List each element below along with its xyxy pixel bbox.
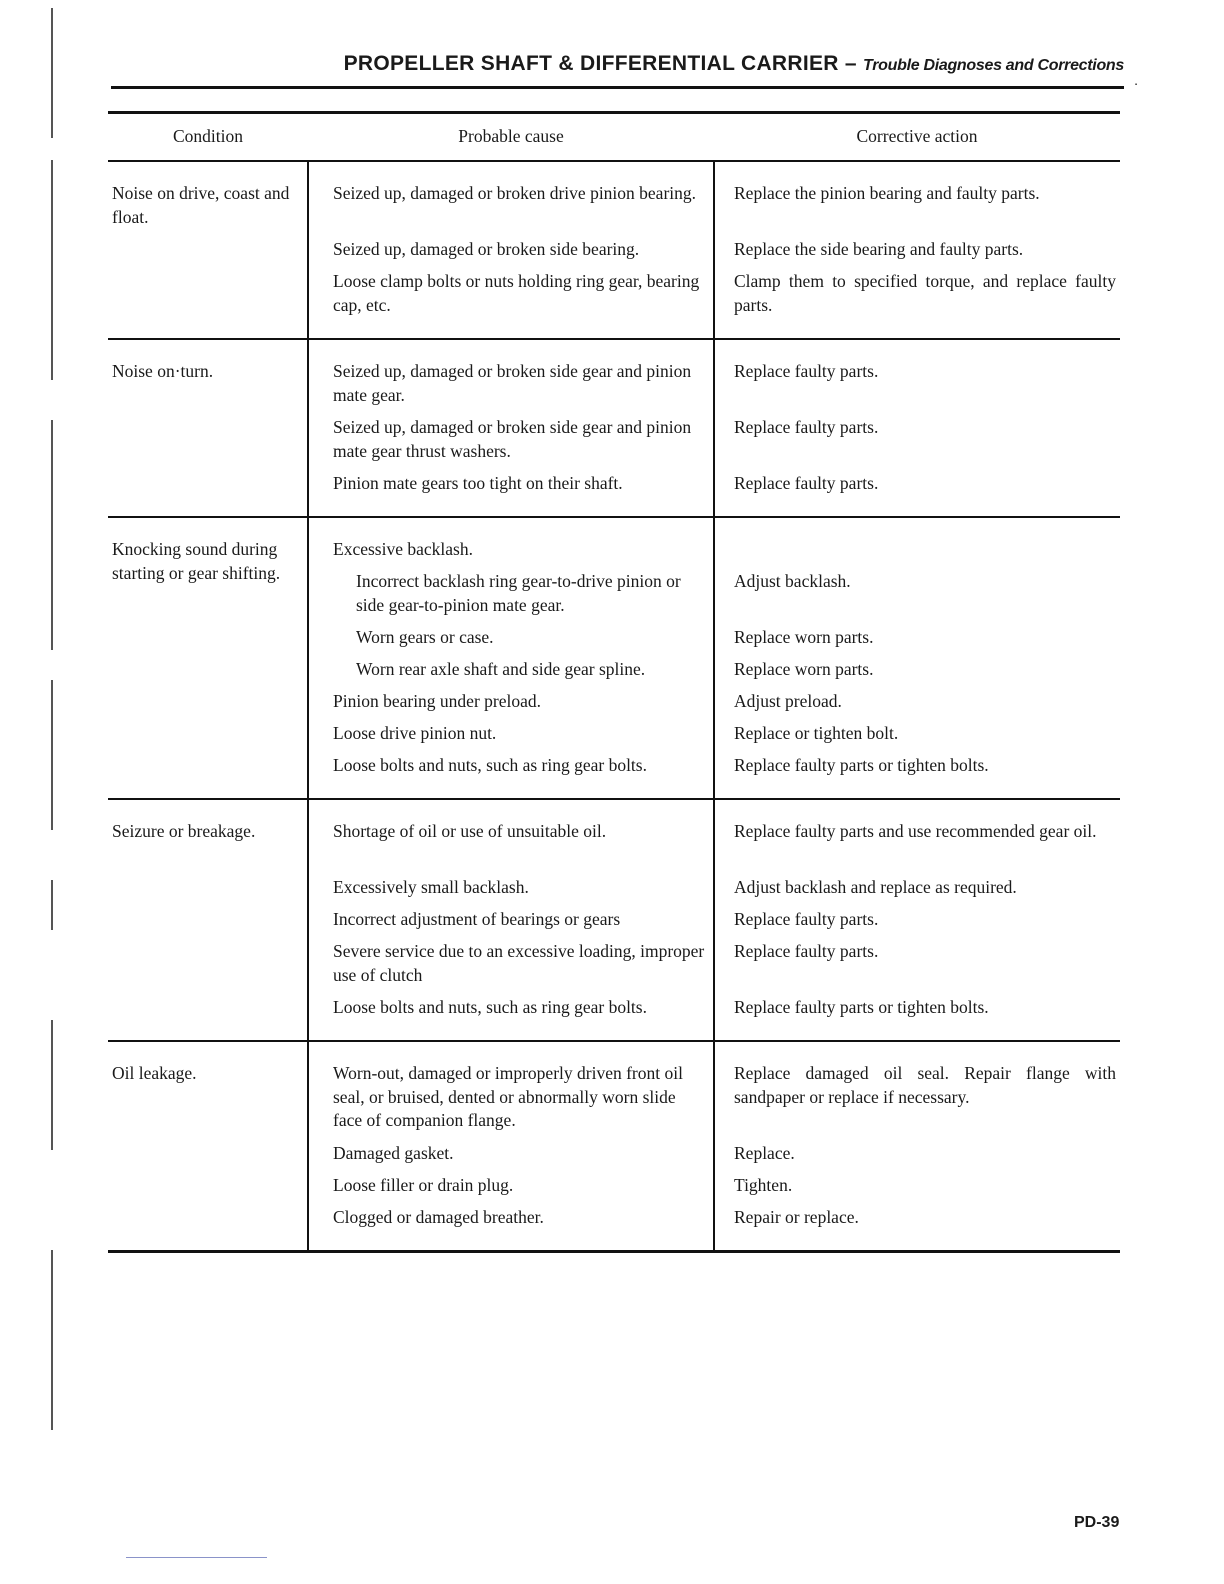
action-item: Adjust backlash and replace as required.	[734, 877, 1017, 897]
action-item-empty	[734, 538, 1116, 562]
binder-margin-line	[51, 420, 53, 650]
table-row	[108, 799, 1120, 1041]
probable-cause-cell	[308, 1041, 714, 1252]
table-row	[108, 1041, 1120, 1252]
cause-item: Seized up, damaged or broken side bearing.	[333, 239, 640, 259]
column-header-condition: Condition	[108, 113, 308, 162]
condition-cell: Seizure or breakage.	[112, 821, 256, 841]
cause-item: Loose clamp bolts or nuts holding ring gear, bearing cap, etc.	[333, 271, 700, 315]
action-item: Replace faulty parts.	[734, 473, 879, 493]
header-text	[344, 52, 1124, 76]
probable-cause-cell	[308, 339, 714, 517]
cause-item: Loose bolts and nuts, such as ring gear bolts.	[333, 755, 647, 775]
cause-subitem: Worn gears or case.	[356, 627, 494, 647]
action-item: Replace or tighten bolt.	[734, 723, 899, 743]
corrective-action-cell	[714, 339, 1120, 517]
condition-cell: Knocking sound during starting or gear shifting.	[112, 539, 281, 583]
cause-item: Excessive backlash.	[333, 539, 473, 559]
header-trailing-mark: .	[1134, 72, 1138, 88]
cause-item: Loose drive pinion nut.	[333, 723, 497, 743]
action-item: Replace the side bearing and faulty parts.	[734, 239, 1024, 259]
action-item: Replace faulty parts and use recommended gear oil.	[734, 821, 1097, 841]
header-separator: –	[838, 52, 864, 75]
cause-item: Seized up, damaged or broken drive pinion bearing.	[333, 183, 697, 203]
cause-item: Worn-out, damaged or improperly driven front oil seal, or bruised, dented or abnormally worn slide face of companion flange.	[333, 1063, 683, 1131]
binder-margin-line	[51, 160, 53, 380]
cause-subitem: Incorrect backlash ring gear-to-drive pinion or side gear-to-pinion mate gear.	[356, 571, 681, 615]
binder-margin-line	[51, 1250, 53, 1430]
page-header	[111, 52, 1138, 89]
action-item: Replace faulty parts.	[734, 941, 879, 961]
action-item: Repair or replace.	[734, 1207, 859, 1227]
page-subtitle: Trouble Diagnoses and Corrections	[863, 57, 1124, 74]
cause-item: Pinion mate gears too tight on their shaft.	[333, 473, 623, 493]
cause-item: Severe service due to an excessive loading, improper use of clutch	[333, 941, 705, 985]
action-item: Replace.	[734, 1143, 795, 1163]
action-item: Replace faulty parts or tighten bolts.	[734, 755, 989, 775]
binder-margin-line	[51, 880, 53, 930]
cause-item: Excessively small backlash.	[333, 877, 529, 897]
condition-cell: Noise on drive, coast and float.	[112, 183, 290, 227]
action-item: Tighten.	[734, 1175, 793, 1195]
cause-item: Clogged or damaged breather.	[333, 1207, 544, 1227]
binder-margin-line	[51, 680, 53, 830]
action-item: Adjust preload.	[734, 691, 842, 711]
corrective-action-cell	[714, 161, 1120, 339]
table-row	[108, 517, 1120, 799]
action-item: Replace the pinion bearing and faulty parts.	[734, 183, 1040, 203]
cause-item: Pinion bearing under preload.	[333, 691, 542, 711]
cause-item: Incorrect adjustment of bearings or gears	[333, 909, 621, 929]
probable-cause-cell	[308, 799, 714, 1041]
corrective-action-cell	[714, 799, 1120, 1041]
cause-item: Loose bolts and nuts, such as ring gear bolts.	[333, 997, 647, 1017]
action-item: Clamp them to specified torque, and replace faulty parts.	[734, 271, 1116, 315]
condition-cell: Noise on·turn.	[112, 361, 214, 381]
action-item: Replace faulty parts.	[734, 361, 879, 381]
action-item: Replace faulty parts or tighten bolts.	[734, 997, 989, 1017]
action-item: Replace damaged oil seal. Repair flange with sandpaper or replace if necessary.	[734, 1063, 1116, 1107]
page-title: PROPELLER SHAFT & DIFFERENTIAL CARRIER	[343, 52, 839, 75]
action-item: Adjust backlash.	[734, 571, 851, 591]
cause-item: Loose filler or drain plug.	[333, 1175, 514, 1195]
cause-item: Seized up, damaged or broken side gear and pinion mate gear.	[333, 361, 692, 405]
cause-item: Damaged gasket.	[333, 1143, 454, 1163]
table-row	[108, 339, 1120, 517]
action-item: Replace faulty parts.	[734, 909, 879, 929]
corrective-action-cell	[714, 1041, 1120, 1252]
column-header-probable-cause: Probable cause	[308, 113, 714, 162]
cause-item: Seized up, damaged or broken side gear and pinion mate gear thrust washers.	[333, 417, 692, 461]
binder-margin-line	[51, 1020, 53, 1150]
cause-item: Shortage of oil or use of unsuitable oil.	[333, 821, 607, 841]
table-header-row	[108, 113, 1120, 162]
action-item: Replace worn parts.	[734, 659, 874, 679]
action-item: Replace worn parts.	[734, 627, 874, 647]
corrective-action-cell	[714, 517, 1120, 799]
probable-cause-cell	[308, 517, 714, 799]
probable-cause-cell	[308, 161, 714, 339]
table-row	[108, 161, 1120, 339]
footer-rule	[126, 1557, 267, 1558]
column-header-corrective-action: Corrective action	[714, 113, 1120, 162]
trouble-diagnosis-table	[108, 111, 1120, 1253]
action-item: Replace faulty parts.	[734, 417, 879, 437]
condition-cell: Oil leakage.	[112, 1063, 197, 1083]
page-number: PD-39	[1074, 1514, 1120, 1531]
binder-margin-line	[51, 8, 53, 138]
cause-subitem: Worn rear axle shaft and side gear spline.	[356, 659, 646, 679]
